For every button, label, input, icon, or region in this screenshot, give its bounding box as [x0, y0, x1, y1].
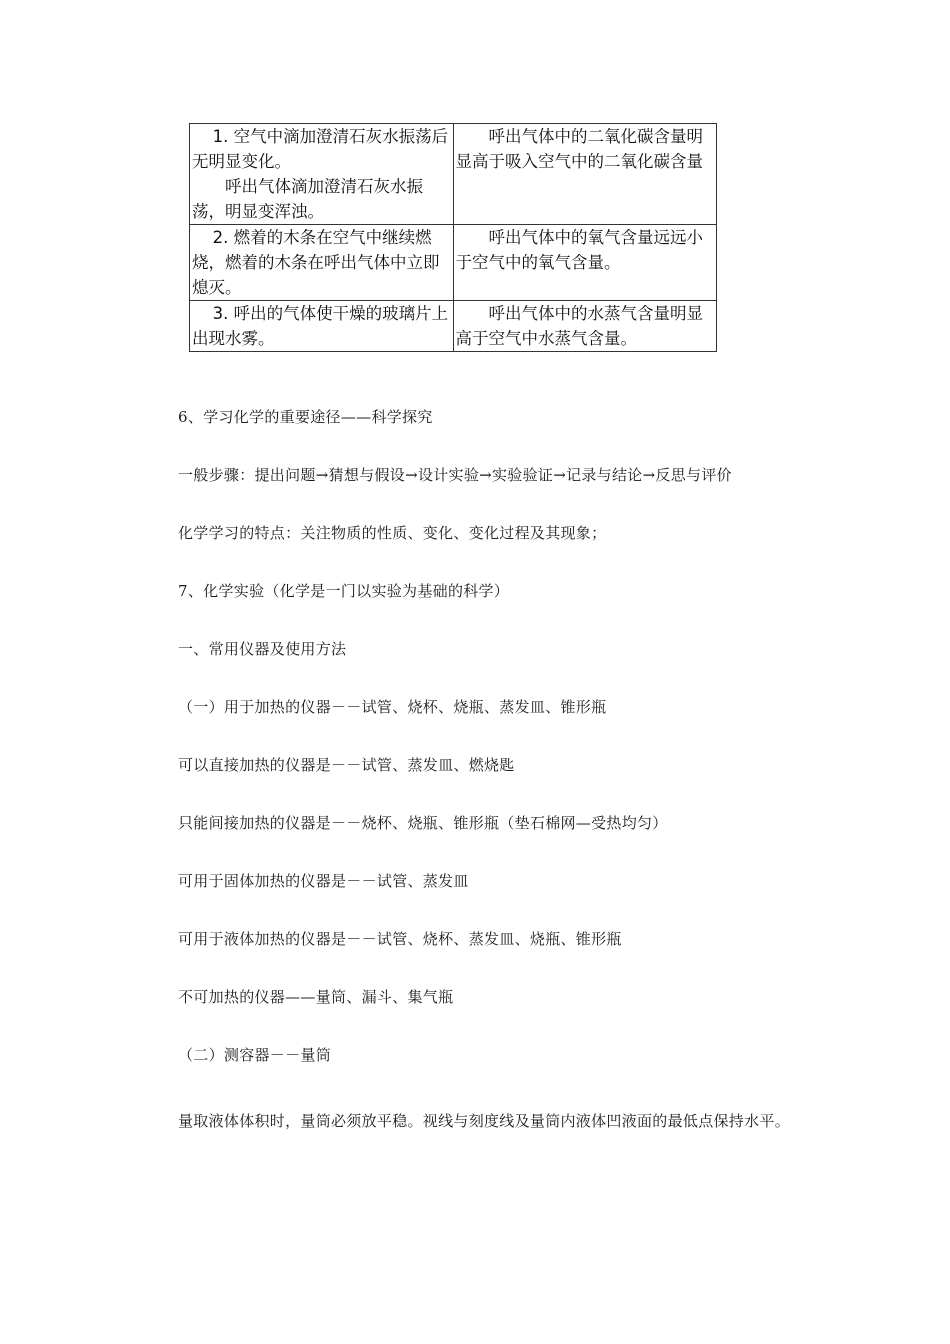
indirect-heating-text: 只能间接加热的仪器是－－烧杯、烧瓶、锥形瓶（垫石棉网—受热均匀）	[178, 814, 668, 832]
measuring-instrument-heading: （二）测容器－－量筒	[178, 1046, 332, 1064]
liquid-heating-text: 可用于液体加热的仪器是－－试管、烧杯、蒸发皿、烧瓶、锥形瓶	[178, 930, 622, 948]
observation-text: 3. 呼出的气体使干燥的玻璃片上出现水雾。	[192, 304, 449, 348]
learning-features-text: 化学学习的特点：关注物质的性质、变化、变化过程及其现象；	[178, 524, 607, 542]
table-row	[190, 301, 717, 352]
section-heading-chemistry-experiment: 7、化学实验（化学是一门以实验为基础的科学）	[178, 582, 510, 600]
table-cell-observation	[190, 124, 454, 225]
general-steps-text: 一般步骤：提出问题→猜想与假设→设计实验→实验验证→记录与结论→反思与评价	[178, 466, 732, 484]
measuring-cylinder-paragraph: 量取液体体积时，量筒必须放平稳。视线与刻度线及量筒内液体凹液面的最低点保持水平。	[178, 1112, 791, 1130]
conclusion-text: 呼出气体中的氧气含量远远小于空气中的氧气含量。	[455, 228, 703, 272]
experiment-results-table	[189, 123, 717, 352]
conclusion-text: 呼出气体中的二氧化碳含量明显高于吸入空气中的二氧化碳含量	[455, 127, 703, 171]
observation-text: 呼出气体滴加澄清石灰水振荡，明显变浑浊。	[192, 177, 423, 221]
section-heading-scientific-inquiry: 6、学习化学的重要途径——科学探究	[178, 408, 433, 426]
solid-heating-text: 可用于固体加热的仪器是－－试管、蒸发皿	[178, 872, 469, 890]
table-cell-observation	[190, 225, 454, 301]
conclusion-text: 呼出气体中的水蒸气含量明显高于空气中水蒸气含量。	[455, 304, 703, 348]
observation-text: 2. 燃着的木条在空气中继续燃烧，燃着的木条在呼出气体中立即熄灭。	[192, 228, 440, 297]
table-row	[190, 124, 717, 225]
table-row	[190, 225, 717, 301]
table-cell-conclusion	[453, 225, 717, 301]
direct-heating-text: 可以直接加热的仪器是－－试管、蒸发皿、燃烧匙	[178, 756, 515, 774]
non-heatable-text: 不可加热的仪器——量筒、漏斗、集气瓶	[178, 988, 454, 1006]
subsection-heading-instruments: 一、常用仪器及使用方法	[178, 640, 347, 658]
table-cell-observation	[190, 301, 454, 352]
table-cell-conclusion	[453, 301, 717, 352]
heating-instruments-text: （一）用于加热的仪器－－试管、烧杯、烧瓶、蒸发皿、锥形瓶	[178, 698, 607, 716]
table-cell-conclusion	[453, 124, 717, 225]
observation-text: 1. 空气中滴加澄清石灰水振荡后无明显变化。	[192, 127, 449, 171]
